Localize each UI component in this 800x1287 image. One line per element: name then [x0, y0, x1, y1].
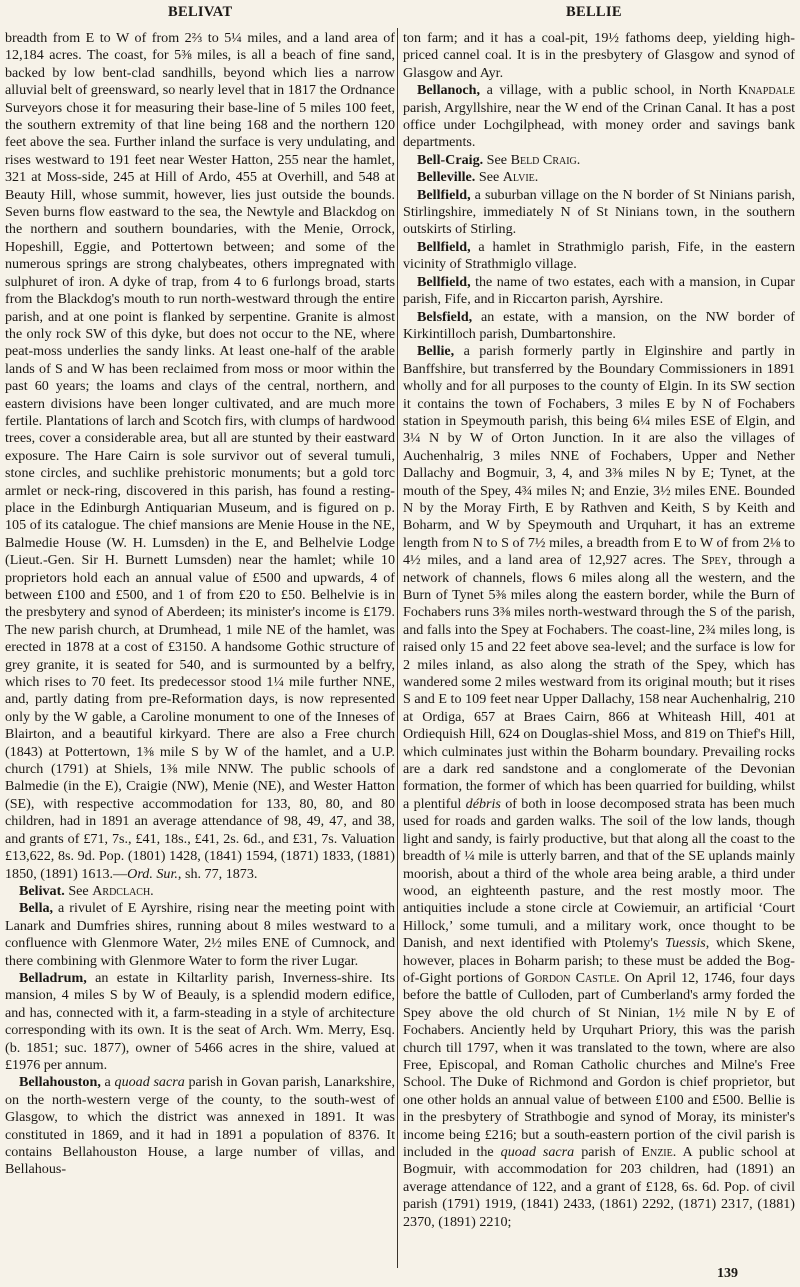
entry-text: of both in loose decomposed strata has been much used for roads and garden walks. The soil of the low lands, though light and sandy, is fairly productive, but that along all the coast to the breadth of ¼ mile is utterly barren, and that of the SE uplands mainly moorish, about a third of the whole area being arable, a third under wood, an eighteenth pasture, and the rest mostly moor. The antiquities include a stone circle at Cowiemuir, an artificial ‘Court Hillock,’ some tumuli, and a military work, once thought to be Danish, and next identified with Ptolemy's	[403, 795, 795, 952]
entry-text: a village, with a public school, in North	[480, 82, 739, 99]
entry-text: parish, Argyllshire, near the W end of the Crinan Canal. It has a post office under Lochgilphead, with money order and savings bank departments.	[403, 99, 795, 151]
entry-text: a	[100, 1074, 115, 1091]
entry-bellahouston	[5, 1074, 395, 1178]
entry-bellfield-1	[403, 187, 795, 239]
entry-headword: Bellahouston,	[19, 1074, 101, 1091]
cross-reference: Enzie	[641, 1144, 673, 1160]
right-column	[403, 30, 795, 1231]
cross-reference: Gordon Castle	[524, 969, 617, 986]
entry-headword: Belivat.	[19, 882, 65, 899]
cross-reference: Ardclach.	[92, 882, 154, 899]
entry-bellfield-2	[403, 239, 795, 274]
entry-bellfield-3	[403, 274, 795, 309]
entry-text: an estate, with a mansion, on the NW border of Kirkintilloch parish, Dumbartonshire.	[403, 308, 795, 342]
entry-headword: Bellie,	[417, 343, 455, 360]
entry-headword: Bellfield,	[417, 273, 471, 290]
entry-text: breadth from E to W of from 2⅔ to 5¼ miles, and a land area of 12,184 acres. The coast, for 5⅜ miles, is all a beach of fine sand, backed by low bent-clad sandhills, beyond which lies a narrow alluvial belt of greensward, so nearly level that in 1817 the Ordnance Surveyors chose it for measuring their base-line of 5 miles 100 feet, the southern extremity of that line being 168 and the northern 120 feet above the sea. Further inland the surface is very undulating, and rises westward to 191 feet near Wester Hatton, 255 near the hamlet, 321 at Moss-side, 245 at Hill of Ardo, 455 at Overhill, and 548 at Beauty Hill, whose summit, however, lies just outside the bounds. Seven burns flow eastward to the sea, the Newtyle and Blackdog on the northern and southern boundaries, with the Menie, Orrock, Hopeshill, Eggie, and Pottertown between; and some of the numerous springs are strong chalybeates, others impregnated with sulphuret of iron. A dyke of trap, from 4 to 6 furlongs broad, starts from the Blackdog's mouth to run north-westward through the entire parish, and at one point is flanked by serpentine. Granite is almost the only rock SW of this dyke, but does not occur to the NE, where peat-moss underlies the sandy links. At least one-half of the arable lands of S and W has been reclaimed from moss or moor within the past 60 years; the loams and clays of the central, northern, and eastern divisions have been longer cultivated, and are much more fertile. Plantations of larch and Scotch firs, with clumps of hardwood trees, cover a considerable area, but all are stunted by their eastward exposure. The Hare Cairn is sole survivor out of several tumuli, stone circles, and suchlike prehistoric monuments; but a gold torc armlet or neck-ring, discovered in this parish, has found a resting-place in the Edinburgh Antiquarian Museum, and is figured on p. 105 of its catalogue. The chief mansions are Menie House in the NE, Balmedie House (W. H. Lumsden) in the E, and Belhelvie Lodge (Lieut.-Gen. Sir H. Burnett Lumsden) near the hamlet; while 10 proprietors hold each an annual value of £500 and upwards, 4 of between £100 and £500, and 1 of from £20 to £50. Belhelvie is in the presbytery and synod of Aberdeen; its minister's income is £179. The new parish church, at Drumhead, 1 mile NE of the hamlet, was erected in 1878 at a cost of £3150. A handsome Gothic structure of grey granite, it is seated for 540, and is surmounted by a belfry, which rises to 70 feet. Its predecessor stood 1¼ mile further NNE, and, partly dating from pre-Reformation days, is now represented only by the W gable, a Caroline monument to one of the Inneses of Blairton, and a beautiful kirkyard. There are also a Free church (1843) at Pottertown, 1⅜ mile S by W of the hamlet, and a U.P. church (1791) at Shiels, 1⅜ mile NNW. The public schools of Balmedie (in the E), Craigie (NW), Menie (NE), and Wester Hatton (SE), with respective accommodation for 133, 80, 80, and 80 children, had in 1891 an average attendance of 98, 49, 47, and 38, and grants of £71, 7s., £41, 18s., £41, 2s. 6d., and £31, 7s. Valuation £13,622, 8s. 9d. Pop. (1801) 1428, (1841) 1594, (1871) 1833, (1881) 1850, (1891) 1613.—	[5, 30, 395, 882]
cross-reference: Knapdale	[738, 82, 795, 99]
entry-text: . On April 12, 1746, four days before the battle of Culloden, part of Cumberland's army forded the Spey above the old church of St Ninian, 1½ mile N by E of Fochabers. Anciently held by Urquhart Priory, this was the parish church till 1797, when it was translated to the town, where are also Free, Episcopal, and Roman Catholic churches and Milne's Free School. The Duke of Richmond and Gordon is chief proprietor, but one other holds an annual value of between £100 and £500. Bellie is in the presbytery of Strathbogie and synod of Moray, its minister's income being £216; but a south-eastern portion of the civil parish is included in the	[403, 969, 795, 1160]
entry-text: parish in Govan parish, Lanarkshire, on the north-western verge of the county, to the south-west of Glasgow, to which the district was annexed in 1891. It was constituted in 1869, and it had in 1891 a population of 8376. It contains Bellahouston House, a large number of villas, and Bellahous-	[5, 1074, 396, 1178]
entry-text: See	[475, 169, 503, 186]
entry-text-italic: Ord. Sur.	[127, 865, 178, 882]
entry-belladrum	[5, 970, 395, 1074]
entry-bellanoch	[403, 82, 795, 152]
entry-text-italic: Tuessis	[665, 935, 706, 952]
entry-headword: Bella,	[19, 900, 54, 917]
entry-text: . A public school at Bogmuir, with accommodation for 203 children, had (1891) an average attendance of 122, and a grant of £128, 6s. 6d. Pop. of civil parish (1791) 1919, (1841) 2433, (1861) 2292, (1871) 2317, (1881) 2370, (1891) 2210;	[403, 1144, 796, 1230]
entry-text: ton farm; and it has a coal-pit, 19½ fathoms deep, yielding high-priced cannel coal. It is in the presbytery of Glasgow and synod of Glasgow and Ayr.	[403, 30, 795, 81]
entry-text: a rivulet of E Ayrshire, rising near the meeting point with Lanark and Dumfries shires, running about 8 miles westward to a confluence with Glenmore Water, 2½ miles ENE of Cumnock, and there combining with Glenmore Water to form the river Lugar.	[5, 900, 395, 969]
entry-belsfield	[403, 309, 795, 344]
entry-headword: Belladrum,	[19, 969, 87, 986]
entry-headword: Bellfield,	[417, 186, 471, 203]
entry-text: a hamlet in Strathmiglo parish, Fife, in the eastern vicinity of Strathmiglo village.	[403, 238, 795, 273]
entry-text: See	[64, 882, 93, 899]
running-head-right: BELLIE	[566, 4, 622, 20]
entry-bell-craig	[403, 152, 795, 169]
entry-belivat	[5, 883, 395, 900]
cross-reference: Beld Craig.	[510, 151, 581, 168]
entry-belleville	[403, 169, 795, 186]
left-column	[5, 30, 395, 1179]
cross-reference: Spey	[701, 552, 728, 569]
column-divider	[397, 28, 398, 1268]
entry-headword: Bellanoch,	[417, 82, 481, 99]
running-head-left: BELIVAT	[168, 4, 233, 20]
entry-bellie	[403, 343, 795, 1231]
entry-bellahouston-continued	[403, 30, 795, 82]
entry-headword: Belsfield,	[417, 308, 473, 325]
entry-headword: Bell-Craig.	[417, 151, 484, 168]
entry-text: the name of two estates, each with a mansion, in Cupar parish, Fife, and in Riccarton parish, Ayrshire.	[403, 273, 795, 308]
entry-bella	[5, 900, 395, 970]
entry-text: an estate in Kiltarlity parish, Inverness-shire. Its mansion, 4 miles S by W of Beauly, is a splendid modern edifice, and has, connected with it, a farm-steading in a style of architecture corresponding with its own. It is the seat of Arch. Wm. Merry, Esq. (b. 1851; suc. 1877), owner of 5466 acres in the shire, valued at £1976 per annum.	[5, 969, 395, 1073]
entry-headword: Bellfield,	[417, 238, 471, 255]
entry-headword: Belleville.	[417, 169, 476, 186]
entry-text: a suburban village on the N border of St Ninians parish, Stirlingshire, immediately N of St Ninians town, in the southern outskirts of Stirling.	[403, 186, 795, 238]
entry-text: parish of	[574, 1144, 642, 1160]
entry-text: , sh. 77, 1873.	[177, 865, 258, 882]
entry-belhelvie-continued	[5, 30, 395, 883]
entry-text-italic: quoad sacra	[114, 1074, 185, 1091]
entry-text: a parish formerly partly in Elginshire and partly in Banffshire, but transferred by the Boundary Commissioners in 1891 wholly and for all purposes to the county of Elgin. In its SW section it contains the town of Fochabers, 3 miles E by N of Fochabers station in Speymouth parish, this being 6¼ miles ESE of Elgin, and 3¼ N by W of Orton Junction. In it are also the villages of Auchenhalrig, 3 miles NNE of Fochabers, Upper and Nether Dallachy and Bogmuir, 3, 4, and 3⅜ miles N by E; Tynet, at the mouth of the Spey, 4¾ miles N; and Enzie, 3½ miles ENE. Bounded N by the Moray Firth, E by Rathven and Keith, S by Keith and Boharm, and W by Speymouth and Urquhart, it has an extreme length from N to S of 7½ miles, a breadth from E to W of from 2⅛ to 4½ miles, and a land area of 12,927 acres. The	[403, 343, 795, 569]
entry-text: , through a network of channels, flows 6 miles along all the western, and the Burn of Tynet 5⅜ miles along the eastern border, while the Burn of Fochabers runs 3⅜ miles north-westward through the S of the parish, and falls into the Spey at Fochabers. The coast-line, 2¾ miles long, is raised only 15 and 22 feet above sea-level; and the surface is low for 2 miles inland, as also along the strath of the Spey, which has wandered some 2 miles westward from its original mouth; but it rises S and E to 109 feet near Upper Dallachy, 158 near Auchenhalrig, 210 at Ordiga, 657 at Braes Cairn, 866 at Whiteash Hill, 401 at Ordiequish Hill, 624 on Douglas-shiel Moss, and 819 on Thief's Hill, which culminates just within the Boharm boundary. Prevailing rocks are a dark red sandstone and a conglomerate of the Devonian formation, the former of which has been quarried for building, whilst a plentiful	[403, 552, 795, 812]
entry-text: See	[483, 151, 511, 168]
page-number: 139	[717, 1266, 738, 1281]
entry-text: , which Skene, however, places in Boharm parish; to these must be added the Bog-of-Gight portions of	[403, 935, 795, 986]
entry-text-italic: quoad sacra	[500, 1144, 575, 1160]
entry-text-italic: débris	[465, 795, 501, 812]
cross-reference: Alvie.	[502, 169, 539, 186]
